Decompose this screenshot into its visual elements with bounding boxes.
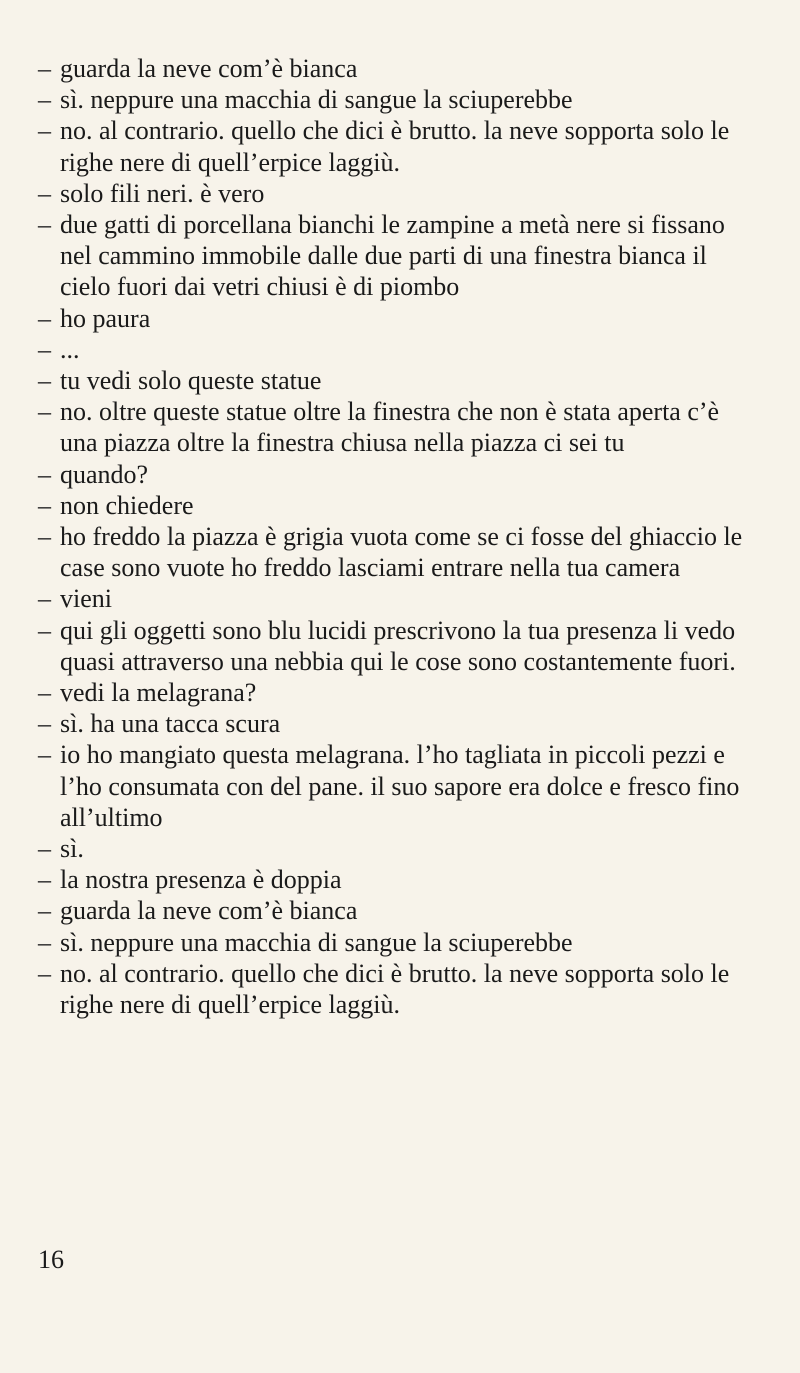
dialogue-dash: – [38,459,51,489]
dialogue-line [38,739,758,833]
dialogue-line [38,583,758,614]
dialogue-line [38,895,758,926]
dialogue-dash: – [38,709,51,739]
dialogue-line [38,708,758,739]
dialogue-line [38,833,758,864]
dialogue-line-text: vedi la melagrana? [60,678,257,708]
dialogue-line-text: ... [60,334,80,364]
dialogue-line [38,303,758,334]
dialogue-line-text: due gatti di porcellana bianchi le zampine a metà nere si fissano nel cammino immobile dalle due parti di una finestra bianca il cielo fuori dai vetri chiusi è di piombo [60,210,732,302]
dialogue-line [38,615,758,677]
dialogue-line-text: guarda la neve com’è bianca [60,896,358,926]
dialogue-line-text: sì. ha una tacca scura [60,709,281,739]
dialogue-line-text: ho freddo la piazza è grigia vuota come se ci fosse del ghiaccio le case sono vuote ho freddo lasciami entrare nella tua camera [60,522,749,583]
dialogue-line [38,677,758,708]
dialogue-dash: – [38,584,51,614]
dialogue-dash: – [38,366,51,396]
dialogue-dash: – [38,210,51,240]
dialogue-dash: – [38,334,51,364]
dialogue-line [38,927,758,958]
dialogue-dash: – [38,896,51,926]
dialogue-line-text: io ho mangiato questa melagrana. l’ho tagliata in piccoli pezzi e l’ho consumata con del pane. il suo sapore era dolce e fresco fino all’ultimo [60,740,746,832]
dialogue-line [38,53,758,84]
dialogue-line-text: no. al contrario. quello che dici è brutto. la neve sopporta solo le righe nere di quell’erpice laggiù. [60,116,736,177]
dialogue-line-text: guarda la neve com’è bianca [60,54,358,83]
dialogue-dash: – [38,116,51,146]
dialogue-line [38,396,758,458]
dialogue-line-text: vieni [60,584,112,614]
dialogue-line [38,864,758,895]
dialogue-dash: – [38,615,51,645]
dialogue-line [38,459,758,490]
dialogue-line [38,365,758,396]
dialogue-dash: – [38,678,51,708]
dialogue-line-text: tu vedi solo queste statue [60,366,322,396]
dialogue-dash: – [38,490,51,520]
dialogue-dash: – [38,865,51,895]
dialogue-line-text: la nostra presenza è doppia [60,865,342,895]
dialogue-line [38,958,758,1020]
dialogue-dash: – [38,54,51,83]
dialogue-line [38,115,758,177]
dialogue-dash: – [38,927,51,957]
dialogue-line-text: no. oltre queste statue oltre la finestra che non è stata aperta c’è una piazza oltre la finestra chiusa nella piazza ci sei tu [60,397,726,458]
dialogue-text [38,53,758,1020]
dialogue-line-text: non chiedere [60,490,194,520]
dialogue-dash: – [38,522,51,552]
dialogue-line [38,334,758,365]
dialogue-line-text: quando? [60,459,149,489]
dialogue-line [38,209,758,303]
dialogue-line-text: sì. neppure una macchia di sangue la sciuperebbe [60,927,573,957]
page-number: 16 [38,1245,64,1274]
dialogue-dash: – [38,958,51,988]
dialogue-line [38,490,758,521]
dialogue-dash: – [38,397,51,427]
dialogue-line-text: solo fili neri. è vero [60,178,265,208]
dialogue-line-text: sì. neppure una macchia di sangue la sciuperebbe [60,85,573,115]
dialogue-line-text: ho paura [60,303,151,333]
dialogue-line [38,178,758,209]
dialogue-line-text: sì. [60,834,84,864]
dialogue-dash: – [38,834,51,864]
dialogue-line [38,84,758,115]
dialogue-dash: – [38,178,51,208]
dialogue-line-text: qui gli oggetti sono blu lucidi prescrivono la tua presenza li vedo quasi attraverso una nebbia qui le cose sono costantemente fuori. [60,615,742,676]
dialogue-dash: – [38,303,51,333]
dialogue-line-text: no. al contrario. quello che dici è brutto. la neve sopporta solo le righe nere di quell’erpice laggiù. [60,958,736,1020]
dialogue-dash: – [38,85,51,115]
dialogue-dash: – [38,740,51,770]
dialogue-line [38,521,758,583]
